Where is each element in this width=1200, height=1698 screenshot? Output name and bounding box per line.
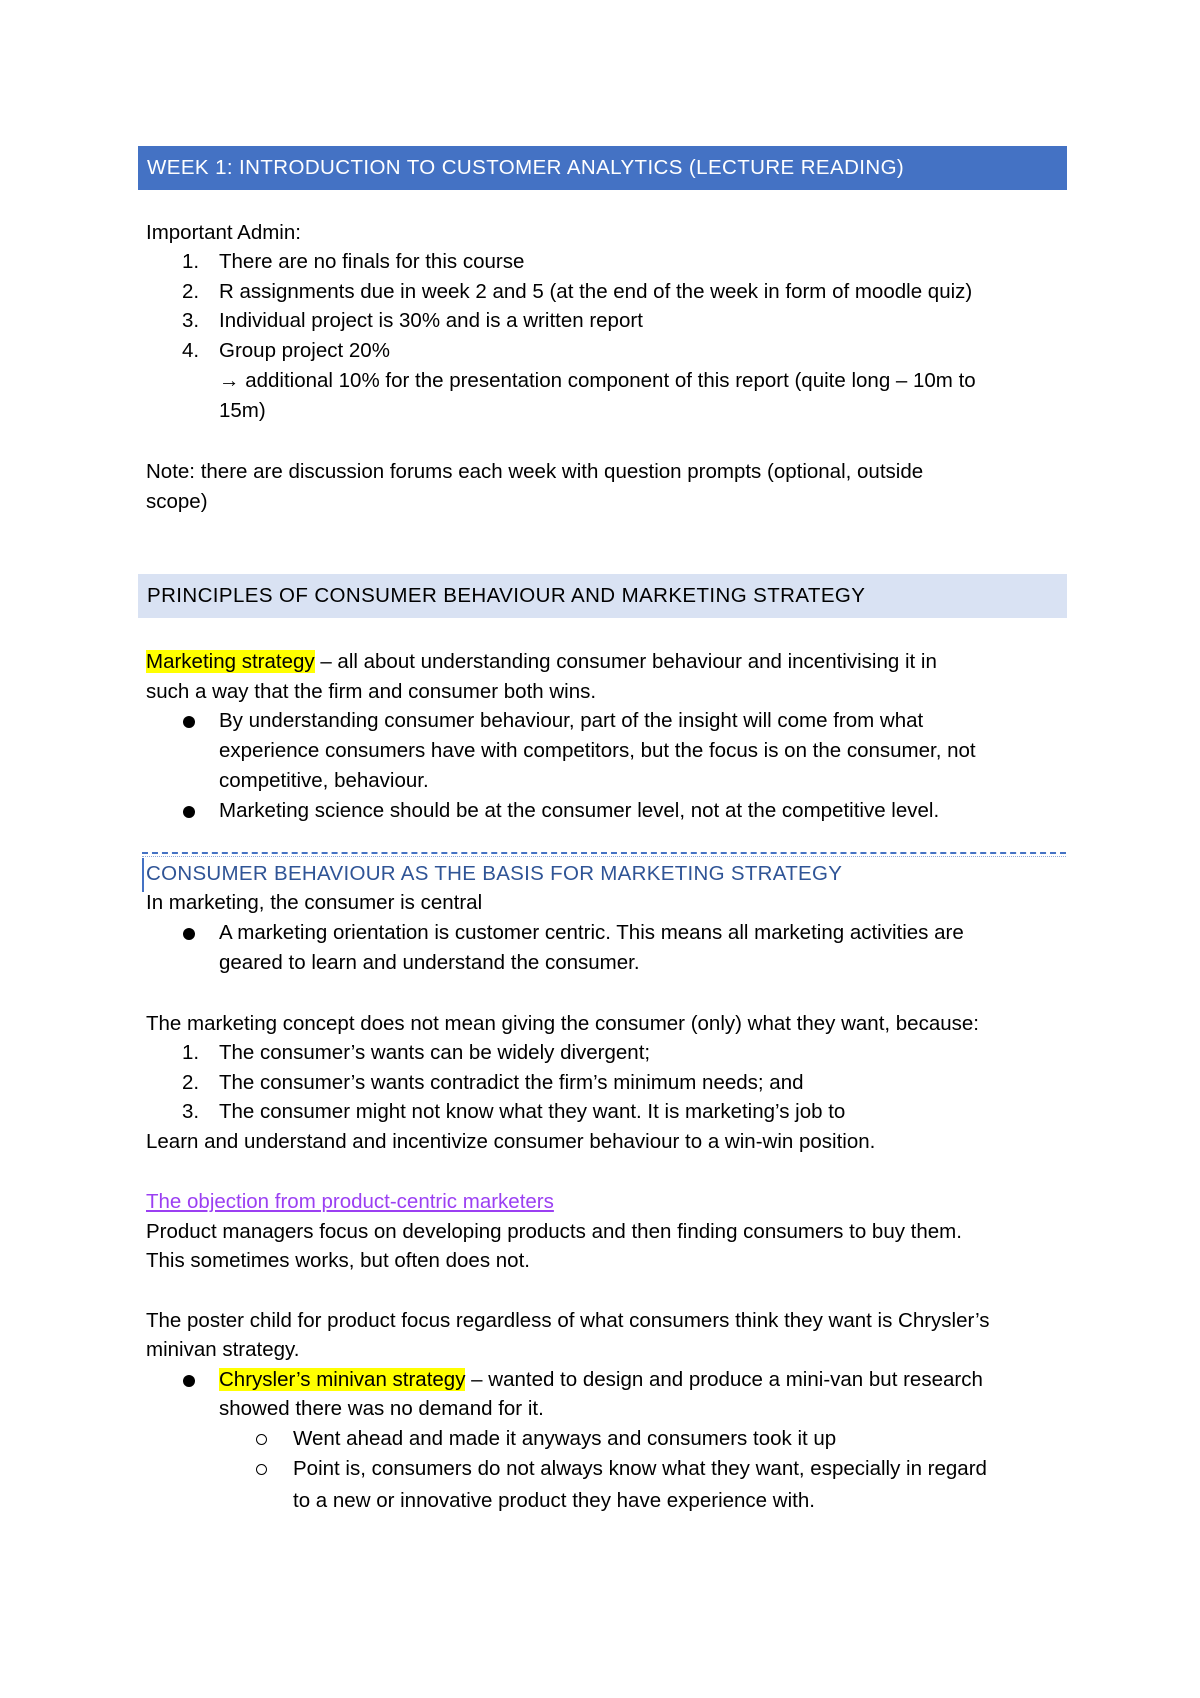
paragraph-line-continued: minivan strategy. — [146, 1338, 300, 1361]
highlighted-term: Marketing strategy — [146, 650, 315, 673]
circle-bullet-icon — [256, 1464, 267, 1475]
sub-bullet-text: Went ahead and made it anyways and consumers took it up — [293, 1427, 837, 1450]
intro-line: In marketing, the consumer is central — [146, 891, 483, 914]
bullet-text: By understanding consumer behaviour, part of the insight will come from what — [219, 709, 924, 732]
bullet-text — [219, 1368, 983, 1392]
bullet-rest: – wanted to design and produce a mini-van but research — [465, 1368, 983, 1391]
principles-title: PRINCIPLES OF CONSUMER BEHAVIOUR AND MARKETING STRATEGY — [147, 584, 866, 607]
objection-heading-link[interactable]: The objection from product-centric marketers — [146, 1190, 554, 1213]
list-number: 3. — [182, 1100, 200, 1123]
list-number: 1. — [182, 1041, 200, 1064]
list-text: There are no finals for this course — [219, 250, 525, 273]
concept-line: The marketing concept does not mean giving the consumer (only) what they want, because: — [146, 1012, 979, 1035]
bullet-icon — [183, 928, 195, 940]
admin-subline-continued: 15m) — [219, 399, 266, 422]
note-line: Note: there are discussion forums each week with question prompts (optional, outside — [146, 460, 924, 483]
list-number: 3. — [182, 309, 200, 332]
paragraph-line-continued: This sometimes works, but often does not. — [146, 1249, 530, 1272]
list-number: 2. — [182, 1071, 200, 1094]
text-cursor — [142, 858, 144, 892]
bullet-text-continued: experience consumers have with competitors, but the focus is on the consumer, not — [219, 739, 976, 762]
list-number: 1. — [182, 250, 200, 273]
list-text: R assignments due in week 2 and 5 (at the end of the week in form of moodle quiz) — [219, 280, 973, 303]
bullet-text-continued: competitive, behaviour. — [219, 769, 429, 792]
list-number: 4. — [182, 339, 200, 362]
definition-line — [146, 650, 937, 674]
section-divider — [142, 852, 1066, 854]
definition-line-continued: such a way that the firm and consumer both wins. — [146, 680, 597, 703]
definition-text: – all about understanding consumer behaviour and incentivising it in — [314, 650, 937, 673]
list-text: Individual project is 30% and is a written report — [219, 309, 643, 332]
bullet-text-continued: showed there was no demand for it. — [219, 1397, 544, 1420]
bullet-text: Marketing science should be at the consumer level, not at the competitive level. — [219, 799, 940, 822]
sub-bullet-text: Point is, consumers do not always know what they want, especially in regard — [293, 1457, 987, 1480]
note-line-continued: scope) — [146, 490, 208, 513]
admin-heading: Important Admin: — [146, 221, 301, 244]
principles-banner — [138, 574, 1067, 618]
admin-subline: → additional 10% for the presentation component of this report (quite long – 10m to — [219, 369, 976, 392]
bullet-icon — [183, 1375, 195, 1387]
week-title-banner — [138, 146, 1067, 190]
paragraph-line: The poster child for product focus regardless of what consumers think they want is Chrysler’s — [146, 1309, 990, 1332]
bullet-icon — [183, 806, 195, 818]
bullet-text: A marketing orientation is customer centric. This means all marketing activities are — [219, 921, 964, 944]
bullet-text-continued: geared to learn and understand the consumer. — [219, 951, 640, 974]
circle-bullet-icon — [256, 1434, 267, 1445]
sub-bullet-text-continued: to a new or innovative product they have experience with. — [293, 1489, 815, 1512]
list-text: Group project 20% — [219, 339, 390, 362]
highlighted-term: Chrysler’s minivan strategy — [219, 1368, 466, 1391]
list-text: The consumer’s wants contradict the firm’s minimum needs; and — [219, 1071, 804, 1094]
paragraph-line: Product managers focus on developing products and then finding consumers to buy them. — [146, 1220, 962, 1243]
week-title: WEEK 1: INTRODUCTION TO CUSTOMER ANALYTICS (LECTURE READING) — [147, 156, 905, 179]
section-divider-dots — [142, 856, 1066, 857]
bullet-icon — [183, 716, 195, 728]
list-text: The consumer might not know what they want. It is marketing’s job to — [219, 1100, 846, 1123]
consumer-basis-heading: CONSUMER BEHAVIOUR AS THE BASIS FOR MARKETING STRATEGY — [146, 862, 843, 885]
list-number: 2. — [182, 280, 200, 303]
closing-line: Learn and understand and incentivize consumer behaviour to a win-win position. — [146, 1130, 876, 1153]
list-text: The consumer’s wants can be widely divergent; — [219, 1041, 651, 1064]
